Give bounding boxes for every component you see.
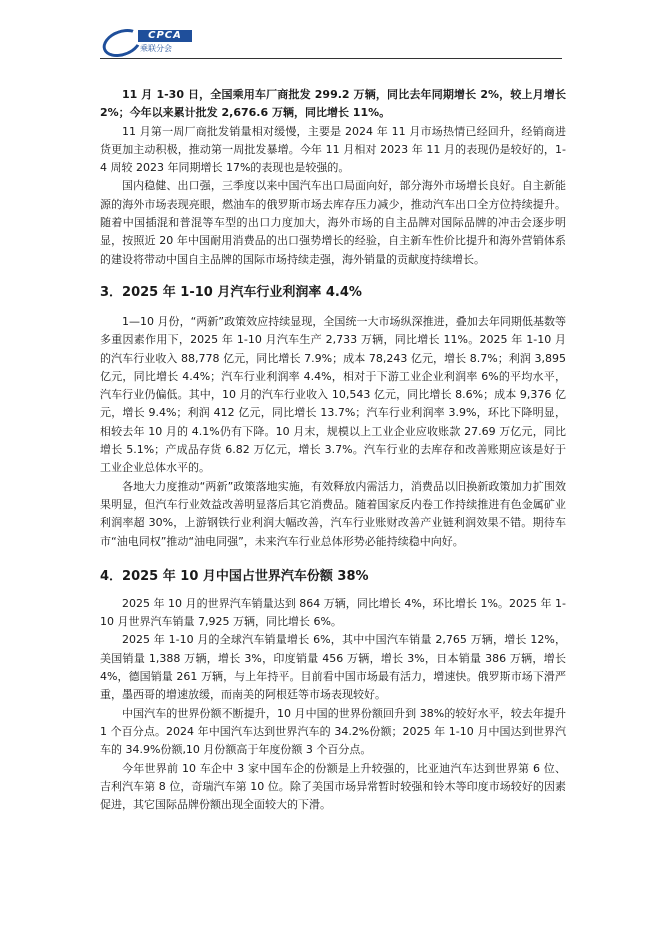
intro-paragraph: 国内稳健、出口强，三季度以来中国汽车出口局面向好，部分海外市场增长良好。自主新能源的海外市场表现亮眼，燃油车的俄罗斯市场去库存压力减少，推动汽车出口全方位持续提升。随着中国插混和普混等车型的出口力度加大，海外市场的自主品牌对国际品牌的冲击会逐步明显，按照近 20 年中国耐用消费品的出口强势增长的经验，自主新车性价比提升和海外营销体系的建设将带动中国自主品牌的国际市场持续走强，海外销量的贡献度持续增长。 (100, 179, 566, 266)
intro-lead-paragraph: 11 月 1-30 日，全国乘用车厂商批发 299.2 万辆，同比去年同期增长 2%，较上月增长 2%；今年以来累计批发 2,676.6 万辆，同比增长 11%。 (100, 88, 566, 120)
section-4-heading: 4．2025 年 10 月中国占世界汽车份额 38% (100, 568, 369, 584)
intro-paragraph: 11 月第一周厂商批发销量相对缓慢，主要是 2024 年 11 月市场热情已经回升，经销商进货更加主动积极，推动第一周批发暴增。今年 11 月相对 2023 年 11 月的表现仍是较好的，1-4 周较 2023 年同期增长 17%的表现也是较强的。 (100, 124, 566, 175)
section-3-paragraph: 1—10 月份，“两新”政策效应持续显现，全国统一大市场纵深推进，叠加去年同期低基数等多重因素作用下，2025 年 1-10 月汽车生产 2,733 万辆，同比增长 11%。2025 年 1-10 月的汽车行业收入 88,778 亿元，同比增长 7.9%；成本 78,243 亿元，增长 8.7%；利润 3,895 亿元，同比增长 4.4%；汽车行业利润率 4.4%，相对于下游工业企业利润率 6%的平均水平，汽车行业仍偏低。其中，10 月的汽车行业收入 10,543 亿元，同比增长 8.6%；成本 9,376 亿元，增长 9.4%；利润 412 亿元，同比增长 13.7%；汽车行业利润率 3.9%，环比下降明显，相较去年 10 月的 4.1%仍有下降。10 月末，规模以上工业企业应收账款 27.69 万亿元，同比增长 5.1%；产成品存货 6.82 万亿元，增长 3.7%。汽车行业的去库存和改善账期应该是好于工业企业总体水平的。 (100, 314, 566, 475)
cpca-logo (102, 26, 194, 56)
section-4-paragraph: 今年世界前 10 车企中 3 家中国车企的份额是上升较强的，比亚迪汽车达到世界第 6 位、吉利汽车第 8 位，奇瑞汽车第 10 位。除了美国市场异常暂时较强和铃木等印度市场较好的因素促进，其它国际品牌份额出现全面较大的下滑。 (100, 761, 566, 812)
logo-subtitle: 乘联分会 (140, 44, 172, 53)
section-3-heading: 3．2025 年 1-10 月汽车行业利润率 4.4% (100, 284, 362, 300)
section-4-paragraph: 2025 年 1-10 月的全球汽车销量增长 6%，其中中国汽车销量 2,765 万辆，增长 12%，美国销量 1,388 万辆，增长 3%，印度销量 456 万辆，增长 3%，日本销量 386 万辆，增长 4%，德国销量 261 万辆，与上年持平。目前看中国市场最有活力，增速快。俄罗斯市场下滑严重，墨西哥的增速放缓，而南美的阿根廷等市场表现较好。 (100, 633, 566, 702)
document-body (100, 86, 566, 814)
section-3-paragraph: 各地大力度推动“两新”政策落地实施，有效释放内需活力，消费品以旧换新政策加力扩围效果明显，但汽车行业效益改善明显落后其它消费品。随着国家反内卷工作持续推进有色金属矿业利润率超 30%，上游钢铁行业利润大幅改善，汽车行业账财改善产业链利润效果不错。期待车市“油电同权”推动“油电同强”，未来汽车行业总体形势必能持续稳中向好。 (100, 479, 566, 548)
section-4-paragraph: 中国汽车的世界份额不断提升，10 月中国的世界份额回升到 38%的较好水平，较去年提升 1 个百分点。2024 年中国汽车达到世界汽车的 34.2%份额；2025 年 1-10 月中国达到世界汽车的 34.9%份额,10 月份额高于年度份额 3 个百分点。 (100, 706, 566, 757)
page-header (100, 24, 562, 59)
section-4-paragraph: 2025 年 10 月的世界汽车销量达到 864 万辆，同比增长 4%，环比增长 1%。2025 年 1-10 月世界汽车销量 7,925 万辆，同比增长 6%。 (100, 596, 566, 629)
logo-text: CPCA (138, 30, 192, 42)
